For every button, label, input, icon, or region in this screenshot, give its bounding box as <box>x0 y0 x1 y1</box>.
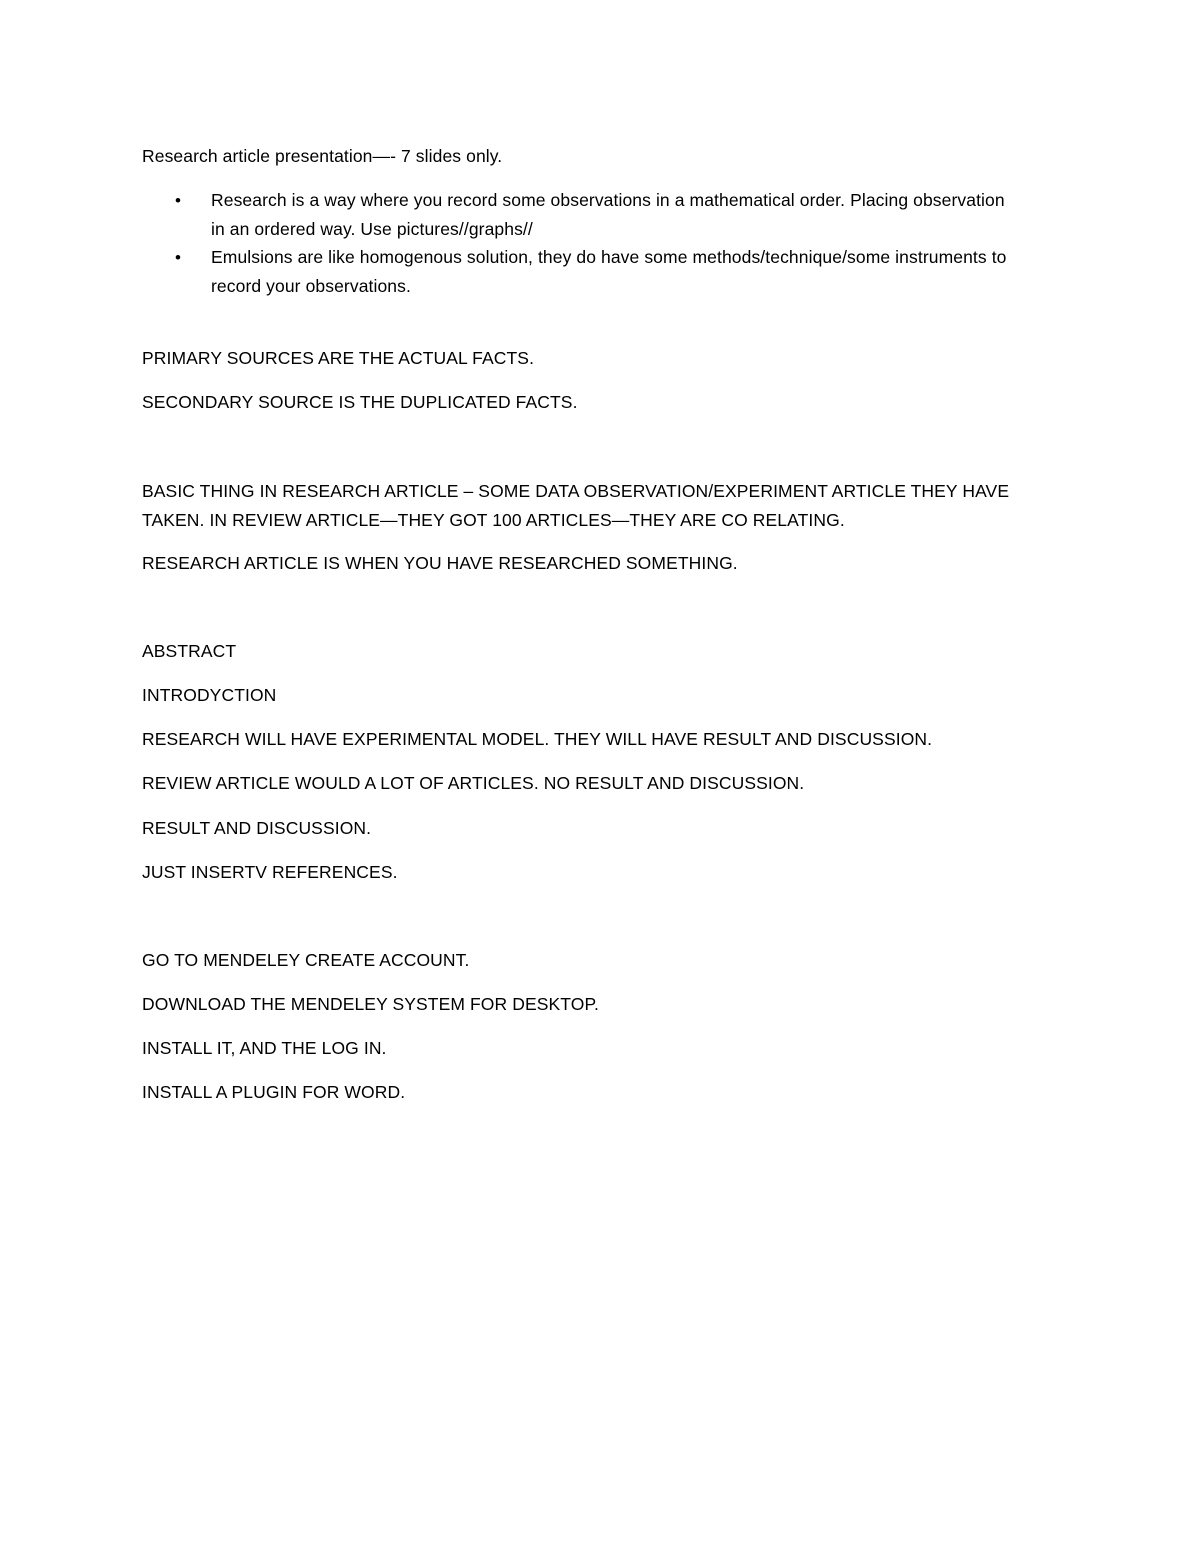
section-references: JUST INSERTV REFERENCES. <box>142 862 398 882</box>
secondary-source-text: SECONDARY SOURCE IS THE DUPLICATED FACTS. <box>142 392 578 412</box>
primary-sources-text: PRIMARY SOURCES ARE THE ACTUAL FACTS. <box>142 348 535 368</box>
section-result-discussion: RESULT AND DISCUSSION. <box>142 818 372 838</box>
mendeley-step: INSTALL IT, AND THE LOG IN. <box>142 1038 387 1058</box>
section-introduction: INTRODYCTION <box>142 685 277 705</box>
basic-thing-paragraph: BASIC THING IN RESEARCH ARTICLE – SOME DATA OBSERVATION/EXPERIMENT ARTICLE THEY HAVE TAKEN. IN REVIEW ARTICLE—THEY GOT 100 ARTICLES—THEY ARE CO RELATING. <box>142 481 1010 530</box>
document-title: Research article presentation—- 7 slides only. <box>142 146 503 166</box>
research-article-definition: RESEARCH ARTICLE IS WHEN YOU HAVE RESEARCHED SOMETHING. <box>142 553 738 573</box>
mendeley-step: GO TO MENDELEY CREATE ACCOUNT. <box>142 950 470 970</box>
section-abstract: ABSTRACT <box>142 641 237 661</box>
bullet-item: Emulsions are like homogenous solution, they do have some methods/technique/some instruments to record your observations. <box>211 247 1007 296</box>
mendeley-step: DOWNLOAD THE MENDELEY SYSTEM FOR DESKTOP. <box>142 994 599 1014</box>
section-research-model: RESEARCH WILL HAVE EXPERIMENTAL MODEL. THEY WILL HAVE RESULT AND DISCUSSION. <box>142 729 933 749</box>
bullet-icon: • <box>175 191 181 210</box>
bullet-item: Research is a way where you record some observations in a mathematical order. Placing observation in an ordered way. Use pictures//graphs// <box>211 190 1005 239</box>
mendeley-step: INSTALL A PLUGIN FOR WORD. <box>142 1082 406 1102</box>
bullet-icon: • <box>175 248 181 267</box>
section-review-article: REVIEW ARTICLE WOULD A LOT OF ARTICLES. NO RESULT AND DISCUSSION. <box>142 773 805 793</box>
